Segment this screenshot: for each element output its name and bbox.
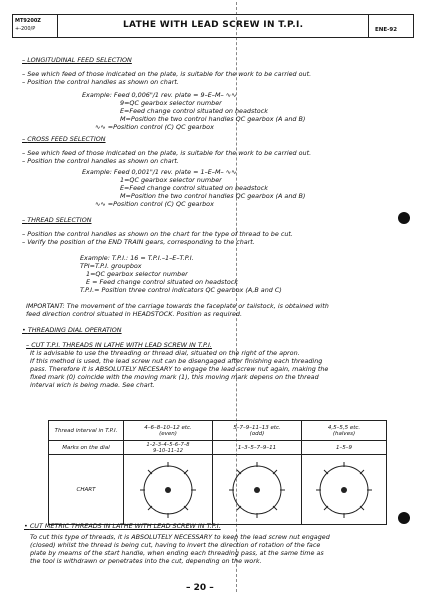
section4-subheading: – CUT T.P.I. THREADS IN LATHE WITH LEAD SCREW IN T.P.I. — [26, 341, 212, 349]
section1-legend-4: ∿∿ =Position control (C) QC gearbox — [95, 123, 214, 131]
table-label-marks: Marks on the dial — [49, 441, 124, 455]
table-cell-odd: 5–7–9–11–13 etc. (odd) — [213, 421, 302, 441]
section4-p2: If this method is used, the lead screw nut can be disengaged after finishing each threading — [30, 357, 323, 365]
section2-legend-2: E=Feed change control situated on headstock — [120, 184, 268, 192]
section-longitudinal-heading: – LONGITUDINAL FEED SELECTION — [22, 56, 132, 64]
section-threading-dial-heading: • THREADING DIAL OPERATION — [22, 326, 122, 334]
punch-hole-bottom — [398, 512, 410, 524]
important-line1: IMPORTANT: The movement of the carriage towards the faceplate or tailstock, is obtained with — [26, 302, 329, 310]
section2-line1: – See which feed of those indicated on the plate, is suitable for the work to be carried out. — [22, 149, 312, 157]
section5-p1: To cut this type of threads, it is ABSOLUTELY NECESSARY to keep the lead screw nut engaged — [30, 533, 330, 541]
section3-legend-1: TPI=T.P.I. groupbox — [80, 262, 142, 270]
section1-legend-3: M=Position the two control handles QC gearbox (A and B) — [120, 115, 306, 123]
table-marks-even: 1–2–3–4–5–6–7–8 9–10–11–12 — [124, 441, 213, 455]
important-line2: feed direction control situated in HEADSTOCK. Position as required. — [26, 310, 243, 318]
threading-dial-table — [48, 420, 387, 525]
page-title: LATHE WITH LEAD SCREW IN T.P.I. — [123, 20, 304, 30]
doc-code: MT9200Z — [15, 18, 41, 24]
section1-legend-2: E=Feed change control situated on headstock — [120, 107, 268, 115]
header-divider-left — [57, 15, 58, 37]
header-box — [12, 14, 414, 38]
doc-ref: ENE-92 — [375, 27, 398, 33]
dial-icon — [136, 458, 200, 522]
page-number: – 20 – — [186, 583, 214, 593]
section-thread-heading: – THREAD SELECTION — [22, 216, 92, 224]
section3-example: Example: T.P.I.: 16 = T.P.I.–1–E–T.P.I. — [80, 254, 194, 262]
section3-line1: – Position the control handles as shown on the chart for the type of thread to be cut. — [22, 230, 293, 238]
section3-line2: – Verify the position of the END TRAIN gears, corresponding to the chart. — [22, 238, 255, 246]
section5-p2: (closed) whilst the thread is being cut, having to invert the direction of rotation of the face — [30, 541, 321, 549]
section3-legend-4: T.P.I.= Position three control indicators QC gearbox (A,B and C) — [80, 286, 282, 294]
doc-revision: +-200/P — [15, 26, 36, 32]
table-label-chart: CHART — [49, 455, 124, 525]
section4-p3: pass. Therefore it is ABSOLUTELY NECESARY to engage the lead screw nut again, making the — [30, 365, 329, 373]
dial-chart-odd — [213, 455, 302, 525]
table-cell-even: 4–6–8–10–12 etc. (even) — [124, 421, 213, 441]
section5-subheading: • CUT METRIC THREADS IN LATHE WITH LEAD SCREW IN T.P.I. — [24, 522, 221, 530]
table-label-thread-interval: Thread interval in T.P.I. — [49, 421, 124, 441]
section2-example: Example: Feed 0,001"/1 rev. plate = 1–E–M– ∿∿ — [82, 168, 237, 176]
section1-line2: – Position the control handles as shown on chart. — [22, 78, 179, 86]
section-cross-feed-heading: – CROSS FEED SELECTION — [22, 135, 106, 143]
table-marks-halves: 1–5–9 — [302, 441, 387, 455]
section2-legend-1: 1=QC gearbox selector number — [120, 176, 222, 184]
punch-hole-top — [398, 212, 410, 224]
dial-icon — [312, 458, 376, 522]
section2-legend-3: M=Position the two control handles QC gearbox (A and B) — [120, 192, 306, 200]
section1-legend-1: 9=QC gearbox selector number — [120, 99, 222, 107]
dial-chart-even — [124, 455, 213, 525]
section1-line1: – See which feed of those indicated on the plate, is suitable for the work to be carried out. — [22, 70, 312, 78]
section4-p4: fixed mark (0) coincide with the moving mark (1), this moving mark depens on the thread — [30, 373, 319, 381]
header-divider-right — [368, 15, 369, 37]
section1-example: Example: Feed 0,006"/1 rev. plate = 9–E–M– ∿∿ — [82, 91, 237, 99]
section4-p1: It is advisable to use the threading or thread dial, situated on the right of the apron. — [30, 349, 300, 357]
table-marks-odd: 1–3–5–7–9–11 — [213, 441, 302, 455]
section5-p3: plate by meams of the start handle, when ending each threading pass, at the same time as — [30, 549, 324, 557]
section2-line2: – Position the control handles as shown on chart. — [22, 157, 179, 165]
section3-legend-2: 1=QC gearbox selector number — [86, 270, 188, 278]
section4-p5: interval wich is being made. See chart. — [30, 381, 155, 389]
section5-p4: the tool is withdrawn or penetrates into the cut, depending on the work. — [30, 557, 262, 565]
section2-legend-4: ∿∿ =Position control (C) QC gearbox — [95, 200, 214, 208]
dial-icon — [225, 458, 289, 522]
dial-chart-halves — [302, 455, 387, 525]
table-cell-halves: 4,5–5,5 etc. (halves) — [302, 421, 387, 441]
section3-legend-3: E = Feed change control situated on headstock — [86, 278, 238, 286]
